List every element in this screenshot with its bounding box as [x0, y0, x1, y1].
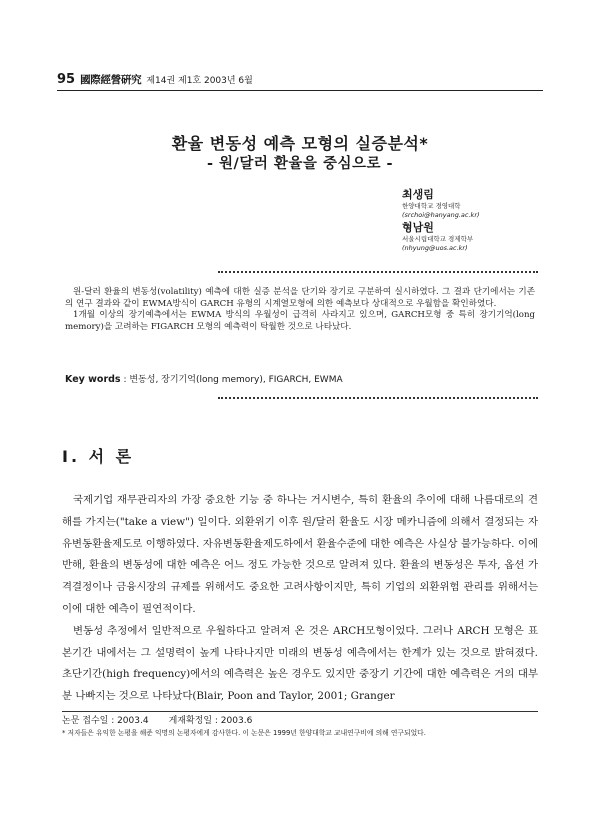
accepted-date: 게재확정일 : 2003.6 — [168, 716, 253, 726]
header-rule — [57, 90, 543, 91]
author-affiliation: 서울시립대학교 경제학부 — [402, 235, 474, 243]
body-paragraph: 국제기업 재무관리자의 가장 중요한 기능 중 하나는 거시변수, 특히 환율의 추이에 대해 나름대로의 견해를 가지는("take a view") 일이다. 외환위기 이후 원/달러 환율도 시장 메카니즘에 의해서 결정되는 자유변동환율제도로 이행하였다. 자유변동환율제도하에서 환율수준에 대한 예측은 사실상 불가능하다. 이에 반해, 환율의 변동성에 대한 예측은 어느 정도 가능한 것으로 알려져 있다. 환율의 변동성은 투자, 옵션 가격결정이나 금융시장의 규제를 위해서도 중요한 고려사항이지만, 특히 기업의 외환위험 관리를 위해서는 이에 대한 예측이 필연적이다. — [62, 494, 538, 615]
author-block — [402, 188, 552, 254]
section-heading: Ⅰ. 서 론 — [62, 447, 135, 466]
author-email: (nhyung@uos.ac.kr) — [402, 244, 468, 252]
footnote — [62, 715, 538, 739]
author-email: (srchoi@hanyang.ac.kr) — [402, 211, 480, 219]
issue-info: 제14권 제1호 2003년 6월 — [146, 76, 253, 86]
abstract-paragraph: 1개월 이상의 장기예측에서는 EWMA 방식의 우월성이 급격히 사라지고 있으며, GARCH모형 중 특히 장기기억(long memory)을 고려하는 FIGARCH 모형의 예측력이 탁월한 것으로 나타났다. — [65, 310, 535, 332]
abstract — [65, 287, 535, 333]
keywords-label: Key words — [65, 374, 121, 385]
author-affiliation: 한양대학교 경영대학 — [402, 202, 461, 210]
journal-name: 國際經營硏究 — [80, 74, 142, 86]
abstract-top-divider — [218, 271, 538, 273]
keywords-list: : 변동성, 장기기억(long memory), FIGARCH, EWMA — [123, 375, 343, 385]
paper-subtitle: - 원/달러 환율을 중심으로 - — [206, 156, 394, 172]
received-date: 논문 접수일 : 2003.4 — [62, 716, 149, 726]
page-number: 95 — [57, 72, 76, 87]
paper-title: 환율 변동성 예측 모형의 실증분석* — [171, 134, 429, 153]
abstract-bottom-divider — [218, 397, 538, 399]
acknowledgement-note: * 저자들은 유익한 논평을 해준 익명의 논평자에게 감사한다. 이 논문은 1999년 한양대학교 교내연구비에 의해 연구되었다. — [62, 729, 426, 737]
author-name: 최생림 — [402, 188, 434, 201]
keywords — [65, 372, 545, 385]
body-paragraph: 변동성 추정에서 일반적으로 우월하다고 알려져 온 것은 ARCH모형이었다. 그러나 ARCH 모형은 표본기간 내에서는 그 설명력이 높게 나타나지만 미래의 변동성 예측에서는 한계가 있는 것으로 밝혀졌다. 초단기간(high frequency)에서의 예측력은 높은 경우도 있지만 중장기 기간에 대한 예측력은 거의 대부분 나빠지는 것으로 나타났다(Blair, Poon and Taylor, 2001; Granger — [62, 624, 538, 703]
author-name: 형남원 — [402, 221, 434, 234]
running-header — [57, 72, 543, 87]
abstract-paragraph: 원-달러 환율의 변동성(volatility) 예측에 대한 실증 분석을 단기와 장기로 구분하여 실시하였다. 그 결과 단기에서는 기존의 연구 결과와 같이 EWMA방식이 GARCH 유형의 시계열모형에 의한 예측보다 상대적으로 우월함을 확인하였다. — [65, 287, 535, 309]
body-text — [62, 490, 538, 708]
footnote-rule — [62, 711, 538, 712]
